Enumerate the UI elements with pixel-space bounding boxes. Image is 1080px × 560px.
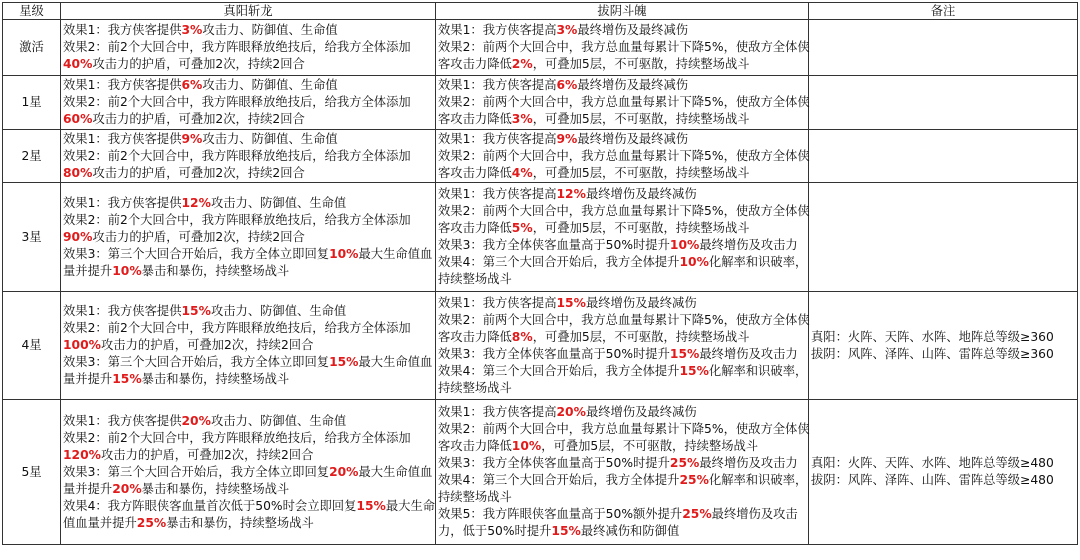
effect-text: 攻击力、防御值、生命值: [210, 413, 347, 428]
effect-text: 最终增伤及最终减伤: [585, 405, 697, 419]
table-row: [3, 20, 1078, 76]
notes-cell: [809, 130, 1078, 183]
effect-line: [63, 39, 433, 56]
effect-line: [63, 263, 433, 280]
effect-text: 最终增伤及攻击力: [699, 456, 798, 470]
highlight-value: 10%: [511, 439, 542, 453]
table-row: [3, 130, 1078, 183]
effect-text: 客攻击力降低: [438, 221, 512, 235]
effect-text: 持续整场战斗: [438, 380, 512, 395]
effect-text: 值血量并提升: [63, 515, 137, 530]
bayin-effects-cell: [436, 76, 809, 130]
effect-text: 暴击和暴伤，持续整场战斗: [141, 481, 290, 496]
effect-text: 效果3：第三个大回合开始后，我方全体立即回复: [63, 246, 330, 261]
effect-line: [63, 131, 433, 148]
effect-text: 客攻击力降低: [438, 439, 512, 453]
effect-line: [438, 455, 806, 472]
effect-line: [63, 94, 433, 111]
effect-text: 效果2：前两个大回合中，我方总血量每累计下降5%，使敌方全体侠: [438, 204, 810, 218]
effect-line: [438, 523, 806, 540]
notes-cell: [809, 76, 1078, 130]
table-row: [3, 292, 1078, 400]
effect-line: [63, 371, 433, 388]
effect-line: [438, 380, 806, 397]
effect-text: 效果1：我方侠客提高: [438, 78, 557, 92]
effect-line: [438, 489, 806, 506]
zhenyang-effects-cell: [61, 20, 436, 76]
effect-line: [811, 346, 1075, 363]
zhenyang-effects-cell: [61, 183, 436, 292]
zhenyang-effects-cell: [61, 400, 436, 545]
effect-line: [438, 404, 806, 421]
header-bayin-doupo: 拔阴斗魄: [436, 3, 809, 20]
highlight-value: 100%: [63, 338, 101, 352]
bayin-effects-cell: [436, 400, 809, 545]
star-level-cell: 4星: [3, 292, 61, 400]
effect-line: [438, 506, 806, 523]
effect-text: ，可叠加5层，不可驱散，持续整场战斗: [532, 112, 750, 126]
table-row: [3, 76, 1078, 130]
bayin-effects-cell: [436, 183, 809, 292]
effect-text: 拔阴：风阵、泽阵、山阵、雷阵总等级≥360: [811, 346, 1054, 361]
bayin-effects-cell: [436, 292, 809, 400]
effect-text: 真阳：火阵、天阵、水阵、地阵总等级≥360: [811, 329, 1054, 344]
effect-text: 效果2：前2个大回合中，我方阵眼释放绝技后，给我方全体添加: [63, 95, 411, 109]
effect-line: [438, 203, 810, 220]
highlight-value: 15%: [329, 355, 359, 369]
effect-line: [63, 498, 436, 515]
highlight-value: 8%: [511, 329, 533, 344]
effect-line: [811, 472, 1075, 489]
star-level-cell: 3星: [3, 183, 61, 292]
highlight-value: 15%: [556, 295, 586, 310]
effect-line: [438, 329, 806, 346]
highlight-value: 40%: [63, 57, 93, 71]
effect-text: ，可叠加5层，不可驱散，持续整场战斗: [532, 329, 750, 344]
zhenyang-effects-cell: [61, 292, 436, 400]
effect-text: 效果2：前2个大回合中，我方阵眼释放绝技后，给我方全体添加: [63, 430, 411, 445]
highlight-value: 10%: [669, 238, 700, 252]
effect-line: [811, 455, 1075, 472]
effect-line: [63, 481, 433, 498]
effect-text: 化解率和识破率，: [708, 363, 808, 378]
table-row: [3, 183, 1078, 292]
header-star-level: 星级: [3, 3, 61, 20]
notes-cell: [809, 183, 1078, 292]
effect-line: [63, 56, 433, 73]
effect-line: [63, 447, 433, 464]
effect-line: [438, 472, 806, 489]
effect-text: 化解率和识破率，: [708, 473, 808, 487]
effect-text: 效果4：第三个大回合开始后，我方全体提升: [438, 255, 680, 269]
effect-text: 最终增伤及最终减伤: [585, 295, 697, 310]
effect-text: 效果1：我方侠客提高: [438, 131, 557, 146]
notes-cell: [809, 400, 1078, 545]
star-level-cell: 2星: [3, 130, 61, 183]
effect-text: 攻击力的护盾，可叠加2次，持续2回合: [101, 447, 314, 462]
effect-line: [63, 22, 433, 39]
highlight-value: 15%: [679, 363, 709, 378]
effect-text: 最终增伤及最终减伤: [577, 23, 689, 37]
effect-text: 攻击力、防御值、生命值: [210, 195, 347, 210]
effect-text: 攻击力、防御值、生命值: [202, 23, 338, 37]
effect-line: [438, 346, 806, 363]
effect-text: 客攻击力降低: [438, 165, 512, 180]
highlight-value: 10%: [679, 255, 709, 269]
effect-line: [438, 39, 810, 56]
effect-line: [63, 77, 433, 94]
bayin-effects-cell: [436, 20, 809, 76]
effect-text: 效果4：第三个大回合开始后，我方全体提升: [438, 473, 680, 487]
effect-text: 最大生命值血: [358, 464, 433, 479]
highlight-value: 15%: [669, 346, 700, 361]
effect-text: 攻击力、防御值、生命值: [202, 78, 338, 92]
highlight-value: 12%: [181, 195, 211, 210]
effect-text: 最大生命: [385, 498, 436, 513]
effect-text: 效果1：我方侠客提高: [438, 295, 557, 310]
effect-line: [63, 111, 433, 128]
effect-line: [438, 312, 810, 329]
effect-line: [63, 229, 433, 246]
effect-line: [63, 337, 433, 354]
effect-line: [438, 77, 806, 94]
effect-text: 最终增伤及攻击: [711, 507, 798, 521]
notes-cell: [809, 20, 1078, 76]
effect-line: [63, 165, 433, 182]
zhenyang-effects-cell: [61, 76, 436, 130]
highlight-value: 9%: [181, 131, 203, 146]
highlight-value: 60%: [63, 112, 93, 126]
effect-line: [438, 421, 810, 438]
effect-line: [63, 413, 433, 430]
highlight-value: 9%: [556, 131, 578, 146]
effect-text: 效果1：我方侠客提供: [63, 413, 182, 428]
effect-text: 最终增伤及最终减伤: [577, 131, 689, 146]
effect-text: 攻击力的护盾，可叠加2次，持续2回合: [92, 165, 305, 180]
effect-line: [438, 186, 806, 203]
effect-text: 暴击和暴伤，持续整场战斗: [141, 263, 290, 278]
zhenyang-effects-cell: [61, 130, 436, 183]
highlight-value: 15%: [181, 304, 211, 318]
effect-line: [438, 295, 806, 312]
effect-line: [438, 220, 806, 237]
highlight-value: 20%: [112, 481, 142, 496]
effect-text: 攻击力、防御值、生命值: [202, 131, 338, 146]
effect-line: [63, 303, 433, 320]
effect-text: 最终增伤及最终减伤: [577, 78, 689, 92]
effect-text: 效果2：前2个大回合中，我方阵眼释放绝技后，给我方全体添加: [63, 148, 411, 163]
effect-text: 效果2：前2个大回合中，我方阵眼释放绝技后，给我方全体添加: [63, 212, 411, 227]
highlight-value: 6%: [556, 78, 578, 92]
effect-text: ，可叠加5层，不可驱散，持续整场战斗: [532, 165, 750, 180]
effect-text: 攻击力、防御值、生命值: [210, 304, 347, 318]
highlight-value: 6%: [181, 78, 203, 92]
effect-line: [63, 515, 433, 532]
effect-line: [438, 111, 806, 128]
highlight-value: 20%: [556, 405, 586, 419]
effect-text: 攻击力的护盾，可叠加2次，持续2回合: [101, 338, 314, 352]
effect-text: 拔阴：风阵、泽阵、山阵、雷阵总等级≥480: [811, 473, 1054, 487]
effect-text: 攻击力的护盾，可叠加2次，持续2回合: [92, 229, 305, 244]
effect-text: 效果1：我方侠客提供: [63, 23, 182, 37]
effect-text: 真阳：火阵、天阵、水阵、地阵总等级≥480: [811, 456, 1054, 470]
highlight-value: 4%: [511, 165, 533, 180]
effect-line: [438, 148, 810, 165]
highlight-value: 15%: [112, 372, 142, 386]
highlight-value: 25%: [136, 515, 167, 530]
effect-text: 效果3：第三个大回合开始后，我方全体立即回复: [63, 355, 330, 369]
effect-text: 量并提升: [63, 372, 113, 386]
effect-text: 攻击力的护盾，可叠加2次，持续2回合: [92, 57, 305, 71]
effect-text: 效果1：我方侠客提高: [438, 23, 557, 37]
highlight-value: 12%: [556, 187, 586, 201]
effect-line: [63, 246, 433, 263]
effect-text: 效果4：我方阵眼侠客血量首次低于50%时会立即回复: [63, 498, 357, 513]
effect-text: 暴击和暴伤，持续整场战斗: [141, 372, 290, 386]
effect-text: 暴击和暴伤，持续整场战斗: [166, 515, 314, 530]
highlight-value: 3%: [556, 23, 578, 37]
effect-line: [438, 271, 806, 288]
effect-text: 效果3：我方全体侠客血量高于50%时提升: [438, 346, 670, 361]
highlight-value: 25%: [669, 456, 700, 470]
effect-line: [63, 464, 433, 481]
effect-line: [63, 148, 433, 165]
highlight-value: 3%: [511, 112, 533, 126]
effect-line: [63, 195, 433, 212]
effect-text: 效果2：前两个大回合中，我方总血量每累计下降5%，使敌方全体侠: [438, 40, 810, 54]
effect-text: 效果2：前两个大回合中，我方总血量每累计下降5%，使敌方全体侠: [438, 422, 810, 436]
effect-line: [438, 56, 806, 73]
header-zhenyang-zhanlong: 真阳斩龙: [61, 3, 436, 20]
effect-text: 客攻击力降低: [438, 112, 512, 126]
effect-line: [438, 237, 806, 254]
effect-text: 效果3：我方全体侠客血量高于50%时提升: [438, 238, 670, 252]
effect-line: [63, 212, 433, 229]
effect-line: [438, 94, 810, 111]
effect-line: [438, 438, 806, 455]
star-level-table: [2, 2, 1078, 545]
effect-text: ，可叠加5层，不可驱散，持续整场战斗: [541, 439, 759, 453]
highlight-value: 25%: [682, 507, 712, 521]
header-row: [3, 3, 1078, 20]
effect-text: 效果3：第三个大回合开始后，我方全体立即回复: [63, 464, 330, 479]
effect-text: ，可叠加5层，不可驱散，持续整场战斗: [532, 57, 750, 71]
highlight-value: 15%: [356, 498, 386, 513]
notes-cell: [809, 292, 1078, 400]
effect-line: [438, 363, 806, 380]
highlight-value: 20%: [329, 464, 359, 479]
effect-text: 持续整场战斗: [438, 490, 512, 504]
effect-line: [438, 22, 806, 39]
effect-text: 效果2：前两个大回合中，我方总血量每累计下降5%，使敌方全体侠: [438, 148, 810, 163]
highlight-value: 15%: [551, 524, 581, 538]
effect-text: 效果3：我方全体侠客血量高于50%时提升: [438, 456, 670, 470]
bayin-effects-cell: [436, 130, 809, 183]
effect-text: 效果1：我方侠客提供: [63, 131, 182, 146]
effect-text: 最终减伤和防御值: [580, 524, 680, 538]
effect-line: [63, 430, 433, 447]
effect-text: 效果5：我方阵眼侠客血量高于50%额外提升: [438, 507, 683, 521]
effect-text: 客攻击力降低: [438, 329, 512, 344]
effect-line: [438, 254, 806, 271]
effect-line: [438, 131, 806, 148]
highlight-value: 20%: [181, 413, 211, 428]
effect-text: 最终增伤及攻击力: [699, 346, 798, 361]
highlight-value: 120%: [63, 447, 101, 462]
highlight-value: 5%: [511, 221, 533, 235]
effect-text: 化解率和识破率，: [708, 255, 808, 269]
effect-text: 效果1：我方侠客提高: [438, 405, 557, 419]
highlight-value: 90%: [63, 229, 93, 244]
effect-text: 效果4：第三个大回合开始后，我方全体提升: [438, 363, 680, 378]
effect-line: [63, 354, 433, 371]
effect-text: 力，低于50%时提升: [438, 524, 552, 538]
highlight-value: 2%: [511, 57, 533, 71]
star-level-cell: 1星: [3, 76, 61, 130]
effect-line: [438, 165, 806, 182]
table-row: [3, 400, 1078, 545]
effect-text: 最大生命值血: [358, 246, 433, 261]
star-level-cell: 激活: [3, 20, 61, 76]
effect-text: 最大生命值血: [358, 355, 433, 369]
effect-text: 客攻击力降低: [438, 57, 512, 71]
effect-line: [63, 320, 433, 337]
highlight-value: 25%: [679, 473, 709, 487]
effect-line: [811, 329, 1075, 346]
effect-text: 效果2：前2个大回合中，我方阵眼释放绝技后，给我方全体添加: [63, 40, 411, 54]
effect-text: 效果2：前两个大回合中，我方总血量每累计下降5%，使敌方全体侠: [438, 312, 810, 327]
effect-text: 效果1：我方侠客提供: [63, 195, 182, 210]
highlight-value: 10%: [112, 263, 142, 278]
effect-text: 持续整场战斗: [438, 272, 512, 286]
effect-text: 量并提升: [63, 263, 113, 278]
effect-text: 量并提升: [63, 481, 113, 496]
effect-text: 效果1：我方侠客提供: [63, 78, 182, 92]
highlight-value: 3%: [181, 23, 203, 37]
effect-text: 效果1：我方侠客提供: [63, 304, 182, 318]
header-notes: 备注: [809, 3, 1078, 20]
effect-text: 效果2：前两个大回合中，我方总血量每累计下降5%，使敌方全体侠: [438, 95, 810, 109]
effect-text: 效果1：我方侠客提高: [438, 187, 557, 201]
effect-text: 最终增伤及最终减伤: [585, 187, 697, 201]
effect-text: 攻击力的护盾，可叠加2次，持续2回合: [92, 112, 305, 126]
highlight-value: 80%: [63, 165, 93, 180]
effect-text: 效果2：前2个大回合中，我方阵眼释放绝技后，给我方全体添加: [63, 321, 411, 335]
star-level-cell: 5星: [3, 400, 61, 545]
highlight-value: 10%: [329, 246, 359, 261]
effect-text: ，可叠加5层，不可驱散，持续整场战斗: [532, 221, 750, 235]
effect-text: 最终增伤及攻击力: [699, 238, 798, 252]
